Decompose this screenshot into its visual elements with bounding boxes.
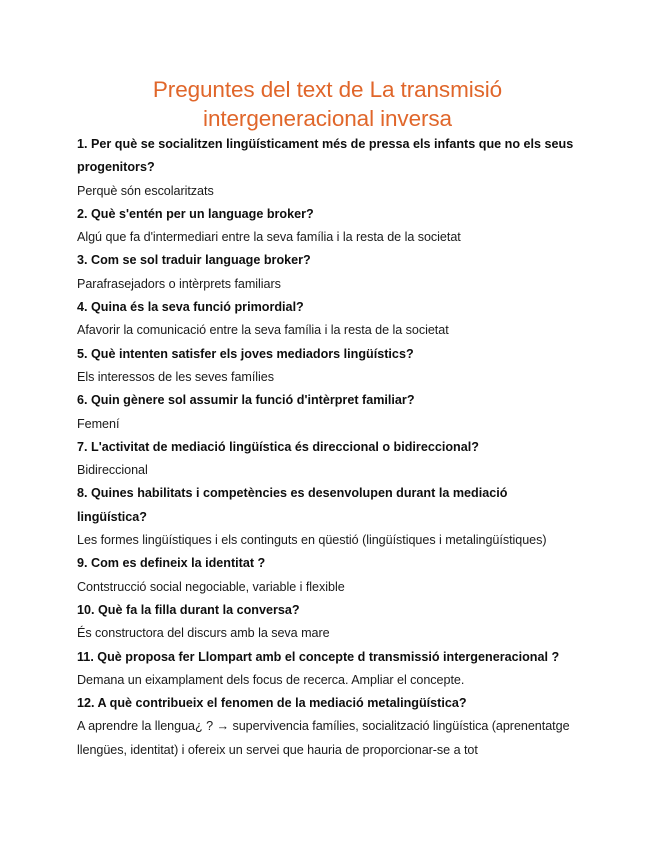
page-title — [0, 76, 655, 133]
question-8: 8. Quines habilitats i competències es desenvolupen durant la mediació lingüística? — [77, 486, 508, 524]
question-3: 3. Com se sol traduir language broker? — [77, 253, 311, 268]
answer-12: A aprendre la llengua¿ ? → supervivencia famílies, socialització lingüística (aprenentatge llengües, identitat) i ofereix un servei que hauria de proporcionar-se a tot — [77, 719, 570, 757]
qa-item — [77, 389, 577, 436]
qa-item — [77, 482, 577, 552]
qa-item — [77, 133, 577, 203]
qa-item — [77, 692, 577, 762]
qa-item — [77, 599, 577, 646]
question-12: 12. A què contribueix el fenomen de la mediació metalingüística? — [77, 696, 467, 711]
qa-item — [77, 552, 577, 599]
question-9: 9. Com es defineix la identitat ? — [77, 556, 266, 571]
question-1: 1. Per què se socialitzen lingüísticament més de pressa els infants que no els seus progenitors? — [77, 137, 574, 175]
page-title-line-2: intergeneracional inversa — [203, 105, 452, 131]
answer-6: Femení — [77, 416, 120, 431]
answer-5: Els interessos de les seves famílies — [77, 369, 274, 384]
qa-item — [77, 296, 577, 343]
answer-8: Les formes lingüístiques i els continguts en qüestió (lingüístiques i metalingüístiques) — [77, 533, 547, 548]
qa-item — [77, 343, 577, 390]
answer-3: Parafrasejadors o intèrprets familiars — [77, 276, 281, 291]
page-title-line-1: Preguntes del text de La transmisió — [152, 77, 503, 102]
qa-item — [77, 203, 577, 250]
question-4: 4. Quina és la seva funció primordial? — [77, 300, 304, 315]
qa-list — [77, 133, 577, 762]
answer-4: Afavorir la comunicació entre la seva família i la resta de la societat — [77, 323, 449, 338]
question-10: 10. Què fa la filla durant la conversa? — [77, 602, 300, 617]
question-5: 5. Què intenten satisfer els joves mediadors lingüístics? — [77, 346, 414, 361]
qa-item — [77, 646, 577, 693]
question-11: 11. Què proposa fer Llompart amb el concepte d transmissió intergeneracional ? — [77, 649, 560, 664]
question-7: 7. L'activitat de mediació lingüística és direccional o bidireccional? — [77, 439, 479, 454]
answer-10: És constructora del discurs amb la seva mare — [77, 626, 330, 641]
question-2: 2. Què s'entén per un language broker? — [77, 206, 314, 221]
answer-1: Perquè són escolaritzats — [77, 183, 214, 198]
answer-7: Bidireccional — [77, 463, 148, 478]
answer-9: Contstrucció social negociable, variable i flexible — [77, 579, 345, 594]
answer-11: Demana un eixamplament dels focus de recerca. Ampliar el concepte. — [77, 672, 465, 687]
answer-2: Algú que fa d'intermediari entre la seva família i la resta de la societat — [77, 230, 461, 245]
qa-item — [77, 249, 577, 296]
qa-item — [77, 436, 577, 483]
question-6: 6. Quin gènere sol assumir la funció d'intèrpret familiar? — [77, 393, 415, 408]
